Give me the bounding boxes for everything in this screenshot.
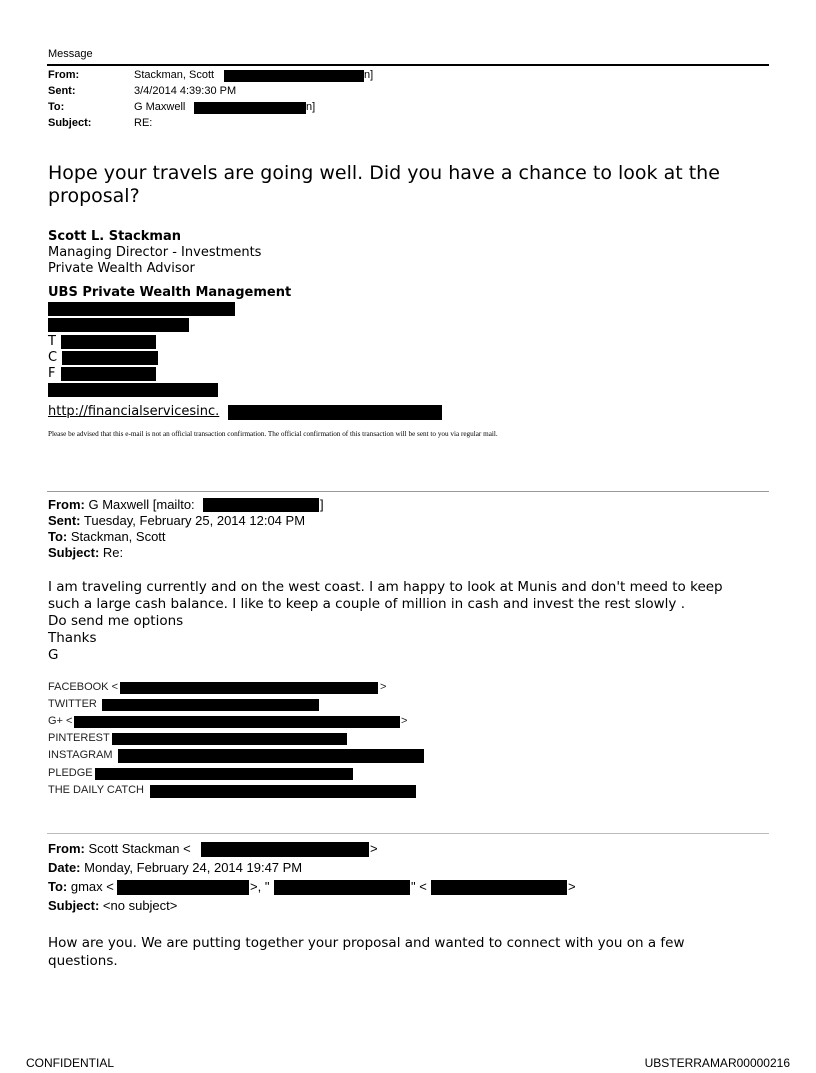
redaction-facebook	[120, 682, 378, 694]
sent-label: Sent:	[48, 85, 76, 97]
separator-2	[47, 833, 769, 834]
from-label: From:	[48, 69, 80, 81]
to-label: To:	[48, 101, 65, 113]
signature-title1: Managing Director - Investments	[48, 245, 262, 260]
sent-value: 3/4/2014 4:39:30 PM	[134, 85, 237, 97]
phone-f-label: F	[48, 366, 56, 381]
message-label: Message	[48, 48, 93, 60]
redaction-reply2-to2	[274, 880, 410, 895]
redaction-reply1-email	[203, 498, 319, 512]
reply2-line1: How are you. We are putting together your proposal and wanted to connect with you on a few	[48, 935, 685, 951]
social-daily-catch: THE DAILY CATCH	[48, 784, 144, 796]
separator-1	[47, 491, 769, 492]
phone-t-label: T	[48, 334, 56, 349]
to-suffix: n]	[306, 101, 316, 113]
redaction-reply2-email	[201, 842, 369, 857]
footer-confidential: CONFIDENTIAL	[26, 1056, 115, 1070]
redaction-reply2-to3	[431, 880, 567, 895]
subject-label: Subject:	[48, 117, 92, 129]
signature-title2: Private Wealth Advisor	[48, 261, 195, 276]
from-value: Stackman, Scott	[134, 69, 215, 81]
reply2-to-end: >	[568, 879, 576, 894]
redaction-phone-f	[61, 367, 156, 381]
reply1-from-suffix: ]	[320, 497, 324, 512]
reply1-line5: G	[48, 647, 59, 663]
signature-link[interactable]: http://financialservicesinc.	[48, 404, 220, 419]
reply1-line1: I am traveling currently and on the west coast. I am happy to look at Munis and don't meed to keep	[48, 579, 723, 595]
reply2-line2: questions.	[48, 953, 118, 969]
reply1-line4: Thanks	[48, 630, 97, 646]
redaction-gplus	[74, 716, 400, 728]
header-rule	[47, 64, 769, 66]
reply2-subject: Subject: <no subject>	[48, 898, 178, 913]
body1-line2: proposal?	[48, 185, 140, 207]
body1-line1: Hope your travels are going well. Did you have a chance to look at the	[48, 162, 720, 184]
redaction-address2	[48, 318, 189, 332]
social-gplus-end: >	[401, 715, 408, 727]
reply1-from: From: G Maxwell [mailto:	[48, 497, 195, 512]
redaction-from-email	[224, 70, 364, 82]
social-twitter: TWITTER	[48, 698, 97, 710]
redaction-instagram	[118, 749, 424, 763]
reply2-to: To: gmax <	[48, 879, 114, 894]
social-gplus: G+ <	[48, 715, 73, 727]
redaction-reply2-to1	[117, 880, 249, 895]
social-instagram: INSTAGRAM	[48, 749, 113, 761]
social-pinterest: PINTEREST	[48, 732, 110, 744]
redaction-to-email	[194, 102, 306, 114]
reply2-date: Date: Monday, February 24, 2014 19:47 PM	[48, 860, 303, 875]
to-value: G Maxwell	[134, 101, 186, 113]
social-facebook: FACEBOOK <	[48, 681, 118, 693]
phone-c-label: C	[48, 350, 58, 365]
reply2-from: From: Scott Stackman <	[48, 841, 191, 856]
from-suffix: n]	[364, 69, 374, 81]
redaction-pinterest	[112, 733, 347, 745]
redaction-daily-catch	[150, 785, 416, 798]
reply1-to: To: Stackman, Scott	[48, 529, 166, 544]
social-facebook-end: >	[380, 681, 387, 693]
reply1-line3: Do send me options	[48, 613, 184, 629]
redaction-link	[228, 405, 442, 420]
reply2-to-mid1: >, "	[250, 879, 270, 894]
signature-name: Scott L. Stackman	[48, 229, 181, 244]
redaction-phone-t	[61, 335, 156, 349]
redaction-phone-c	[62, 351, 158, 365]
social-pledge: PLEDGE	[48, 767, 93, 779]
reply2-from-suffix: >	[370, 841, 378, 856]
redaction-pledge	[95, 768, 353, 780]
disclaimer: Please be advised that this e-mail is not an official transaction confirmation. The official confirmation of this transaction will be sent to you via regular mail.	[48, 430, 498, 438]
reply1-sent: Sent: Tuesday, February 25, 2014 12:04 PM	[48, 513, 306, 528]
footer-bates-number: UBSTERRAMAR00000216	[644, 1056, 790, 1070]
redaction-address1	[48, 302, 235, 316]
redaction-twitter	[102, 699, 319, 711]
signature-company: UBS Private Wealth Management	[48, 285, 292, 300]
reply1-subject: Subject: Re:	[48, 545, 124, 560]
subject-value: RE:	[134, 117, 153, 129]
reply1-line2: such a large cash balance. I like to keep a couple of million in cash and invest the rest slowly .	[48, 596, 685, 612]
reply2-to-mid2: " <	[411, 879, 427, 894]
redaction-email-line	[48, 383, 218, 397]
